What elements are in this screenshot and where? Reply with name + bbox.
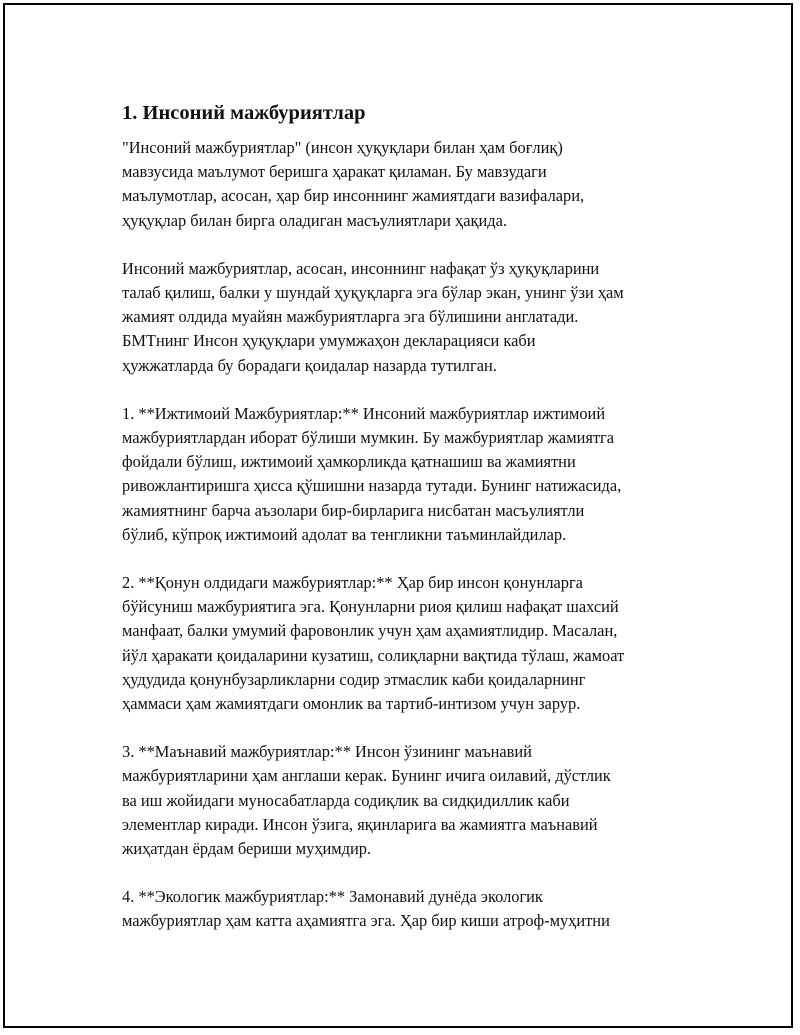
paragraph-line: мажбуриятларини ҳам англаши керак. Бунинг ичига оилавий, дўстлик xyxy=(122,766,611,786)
paragraph-line: ҳуқуқлар билан бирга оладиган масъулиятлари ҳақида. xyxy=(122,210,507,230)
paragraph-line: бўйсуниш мажбуриятига эга. Қонунларни риоя қилиш нафақат шахсий xyxy=(122,597,619,617)
page-frame xyxy=(3,3,793,1028)
paragraph-line: ривожлантиришга ҳисса қўшишни назарда тутади. Бунинг натижасида, xyxy=(122,476,622,496)
paragraph-line: 1. **Ижтимоий Мажбуриятлар:** Инсоний мажбуриятлар ижтимоий xyxy=(122,403,606,423)
paragraph-line: мавзусида маълумот беришга ҳаракат қиламан. Бу мавзудаги xyxy=(122,162,547,182)
paragraph-line: фойдали бўлиш, ижтимоий ҳамкорликда қатнашиш ва жамиятни xyxy=(122,452,576,472)
paragraph-social-obligations xyxy=(122,402,712,547)
paragraph-definition xyxy=(122,257,712,378)
paragraph-line: мажбуриятлар ҳам катта аҳамиятга эга. Ҳар бир киши атроф-муҳитни xyxy=(122,911,610,931)
paragraph-legal-obligations xyxy=(122,571,712,716)
paragraph-line: маълумотлар, асосан, ҳар бир инсоннинг жамиятдаги вазифалари, xyxy=(122,186,585,206)
paragraph-line: Инсоний мажбуриятлар, асосан, инсоннинг нафақат ўз ҳуқуқларини xyxy=(122,258,600,278)
paragraph-line: 4. **Экологик мажбуриятлар:** Замонавий дунёда экологик xyxy=(122,887,543,907)
paragraph-line: "Инсоний мажбуриятлар" (инсон ҳуқуқлари билан ҳам боғлиқ) xyxy=(122,138,563,157)
paragraph-line: ҳаммаси ҳам жамиятдаги омонлик ва тартиб-интизом учун зарур. xyxy=(122,694,581,714)
paragraph-line: йўл ҳаракати қоидаларини кузатиш, солиқларни вақтида тўлаш, жамоат xyxy=(122,645,625,665)
paragraph-line: ҳужжатларда бу борадаги қоидалар назарда тутилган. xyxy=(122,355,497,375)
document-title: 1. Инсоний мажбуриятлар xyxy=(122,102,366,124)
paragraph-line: 2. **Қонун олдидаги мажбуриятлар:** Ҳар бир инсон қонунларга xyxy=(122,573,583,593)
paragraph-line: жамиятнинг барча аъзолари бир-бирларига нисбатан масъулиятли xyxy=(122,500,585,520)
paragraph-line: ва иш жойидаги муносабатларда содиқлик ва сидқидиллик каби xyxy=(122,790,570,810)
paragraph-line: БМТнинг Инсон ҳуқуқлари умумжаҳон декларацияси каби xyxy=(122,331,536,351)
document-body xyxy=(122,101,712,958)
paragraph-line: жамият олдида муайян мажбуриятларга эга бўлишини англатади. xyxy=(122,307,579,327)
paragraph-intro xyxy=(122,136,712,233)
paragraph-ecological-obligations xyxy=(122,885,712,933)
paragraph-line: 3. **Маънавий мажбуриятлар:** Инсон ўзининг маънавий xyxy=(122,742,532,762)
paragraph-line: бўлиб, кўпроқ ижтимоий адолат ва тенгликни таъминлайдилар. xyxy=(122,524,567,544)
paragraph-line: жиҳатдан ёрдам бериши муҳимдир. xyxy=(122,839,372,859)
paragraph-line: ҳудудида қонунбузарликларни содир этмаслик каби қоидаларнинг xyxy=(122,669,586,689)
paragraph-line: мажбуриятлардан иборат бўлиши мумкин. Бу мажбуриятлар жамиятга xyxy=(122,428,615,448)
paragraph-moral-obligations xyxy=(122,740,712,861)
paragraph-line: талаб қилиш, балки у шундай ҳуқуқларга эга бўлар экан, унинг ўзи ҳам xyxy=(122,283,624,303)
paragraph-line: элементлар киради. Инсон ўзига, яқинларига ва жамиятга маънавий xyxy=(122,814,598,834)
paragraph-line: манфаат, балки умумий фаровонлик учун ҳам аҳамиятлидир. Масалан, xyxy=(122,621,618,641)
